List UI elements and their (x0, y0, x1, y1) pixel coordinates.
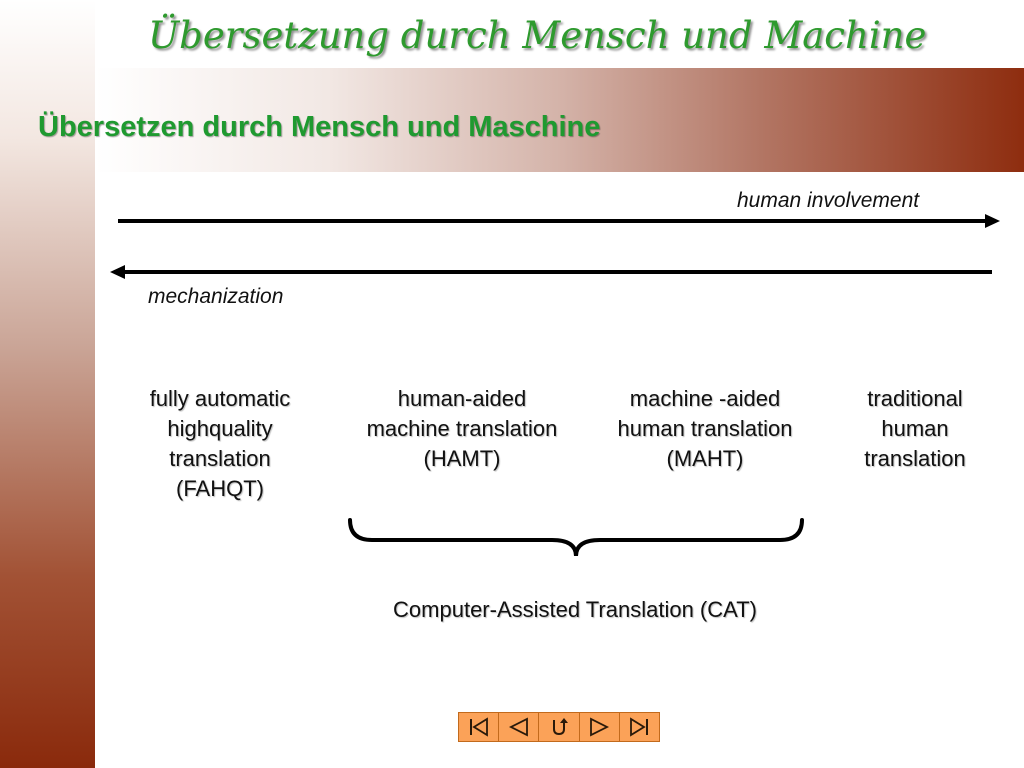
first-slide-button[interactable] (459, 713, 499, 741)
category-line: human translation (617, 416, 793, 441)
cat-brace (350, 520, 802, 556)
category-line: human (881, 416, 949, 441)
category-line: (MAHT) (666, 446, 744, 471)
return-button[interactable] (539, 713, 579, 741)
category-line: (FAHQT) (176, 476, 264, 501)
category-line: (HAMT) (423, 446, 501, 471)
next-icon (586, 716, 612, 738)
category-line: translation (864, 446, 966, 471)
mechanization-label: mechanization (148, 285, 284, 308)
return-icon (546, 716, 572, 738)
category-line: machine -aided (629, 386, 781, 411)
mechanization-arrow (110, 265, 992, 279)
category-line: traditional (867, 386, 963, 411)
category-line: human-aided (397, 386, 527, 411)
last-icon (626, 716, 652, 738)
previous-slide-button[interactable] (499, 713, 539, 741)
next-slide-button[interactable] (580, 713, 620, 741)
category-line: translation (169, 446, 271, 471)
category-traditional (830, 384, 1000, 474)
cat-caption: Computer-Assisted Translation (CAT) (393, 597, 757, 622)
previous-icon (506, 716, 532, 738)
category-line: fully automatic (149, 386, 291, 411)
first-icon (466, 716, 492, 738)
script-title: Übersetzung durch Mensch und Machine (148, 14, 927, 57)
last-slide-button[interactable] (620, 713, 659, 741)
slide-navigation-bar (458, 712, 660, 742)
category-fahqt (125, 384, 315, 504)
human-involvement-arrow (118, 214, 1000, 228)
slide-title: Übersetzen durch Mensch und Maschine (38, 111, 601, 143)
category-maht (600, 384, 810, 474)
category-line: machine translation (366, 416, 558, 441)
human-involvement-label: human involvement (737, 189, 920, 212)
category-line: highquality (167, 416, 273, 441)
category-hamt (357, 384, 567, 474)
